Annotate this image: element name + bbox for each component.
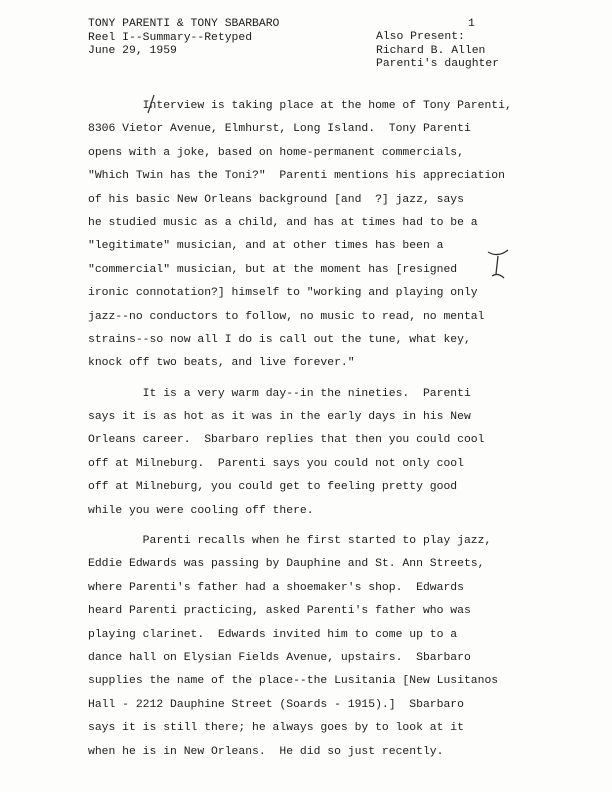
text-line: off at Milneburg, you could get to feeling pretty good	[88, 481, 458, 494]
header-reel: Reel I--Summary--Retyped	[88, 31, 253, 44]
paragraph	[88, 95, 588, 376]
text-line: Orleans career. Sbarbaro replies that then you could cool	[88, 434, 485, 447]
also-present-label: Also Present:	[376, 31, 465, 43]
text-line: says it is still there; he always goes by to look at it	[88, 722, 464, 735]
text-line: "legitimate" musician, and at other times has been a	[88, 240, 444, 253]
paragraph	[88, 383, 588, 523]
text-line: "commercial" musician, but at the moment has [resigned	[88, 263, 458, 276]
text-line: heard Parenti practicing, asked Parenti's father who was	[88, 605, 471, 618]
text-line: jazz--no conductors to follow, no music to read, no mental	[88, 310, 485, 323]
also-present-name: Richard B. Allen	[376, 44, 486, 57]
paragraph-gap	[88, 376, 588, 383]
paragraph-gap	[88, 523, 588, 530]
header-title: TONY PARENTI & TONY SBARBARO	[88, 18, 280, 30]
text-line: says it is as hot as it was in the early days in his New	[88, 411, 471, 424]
handwritten-correction-mark	[144, 93, 158, 115]
text-line: Parenti recalls when he first started to play jazz,	[88, 535, 492, 548]
header-date: June 29, 1959	[88, 45, 177, 57]
text-line: supplies the name of the place--the Lusitania [New Lusitanos	[88, 675, 499, 688]
text-line: "Which Twin has the Toni?" Parenti mentions his appreciation	[88, 170, 505, 183]
page-number: 1	[468, 18, 475, 30]
text-line: Hall - 2212 Dauphine Street (Soards - 1915).] Sbarbaro	[88, 698, 464, 711]
header-right-block	[376, 31, 499, 72]
text-line: where Parenti's father had a shoemaker's shop. Edwards	[88, 581, 464, 594]
text-line: of his basic New Orleans background [and ?] jazz, says	[88, 193, 464, 206]
text-line: while you were cooling off there.	[88, 504, 314, 517]
also-present-daughter: Parenti's daughter	[376, 58, 500, 70]
text-line: when he is in New Orleans. He did so just recently.	[88, 745, 444, 758]
text-line: playing clarinet. Edwards invited him to come up to a	[88, 628, 458, 641]
header-left-block	[88, 18, 279, 59]
handwritten-bracket-mark	[480, 248, 520, 284]
text-line: knock off two beats, and live forever."	[88, 357, 355, 370]
text-line: opens with a joke, based on home-permanent commercials,	[88, 146, 464, 159]
text-line: Eddie Edwards was passing by Dauphine and St. Ann Streets,	[88, 558, 485, 571]
text-line: strains--so now all I do is call out the tune, what key,	[88, 333, 471, 346]
text-line: Interview is taking place at the home of Tony Parenti,	[88, 100, 512, 112]
text-line: he studied music as a child, and has at times had to be a	[88, 216, 478, 229]
text-line: ironic connotation?] himself to "working and playing only	[88, 287, 478, 300]
text-line: off at Milneburg. Parenti says you could not only cool	[88, 457, 464, 470]
summary-body	[88, 95, 588, 764]
text-line: dance hall on Elysian Fields Avenue, upstairs. Sbarbaro	[88, 651, 471, 664]
text-line: 8306 Vietor Avenue, Elmhurst, Long Island. Tony Parenti	[88, 123, 471, 136]
text-line: It is a very warm day--in the nineties. Parenti	[88, 387, 471, 400]
paragraph	[88, 530, 588, 764]
